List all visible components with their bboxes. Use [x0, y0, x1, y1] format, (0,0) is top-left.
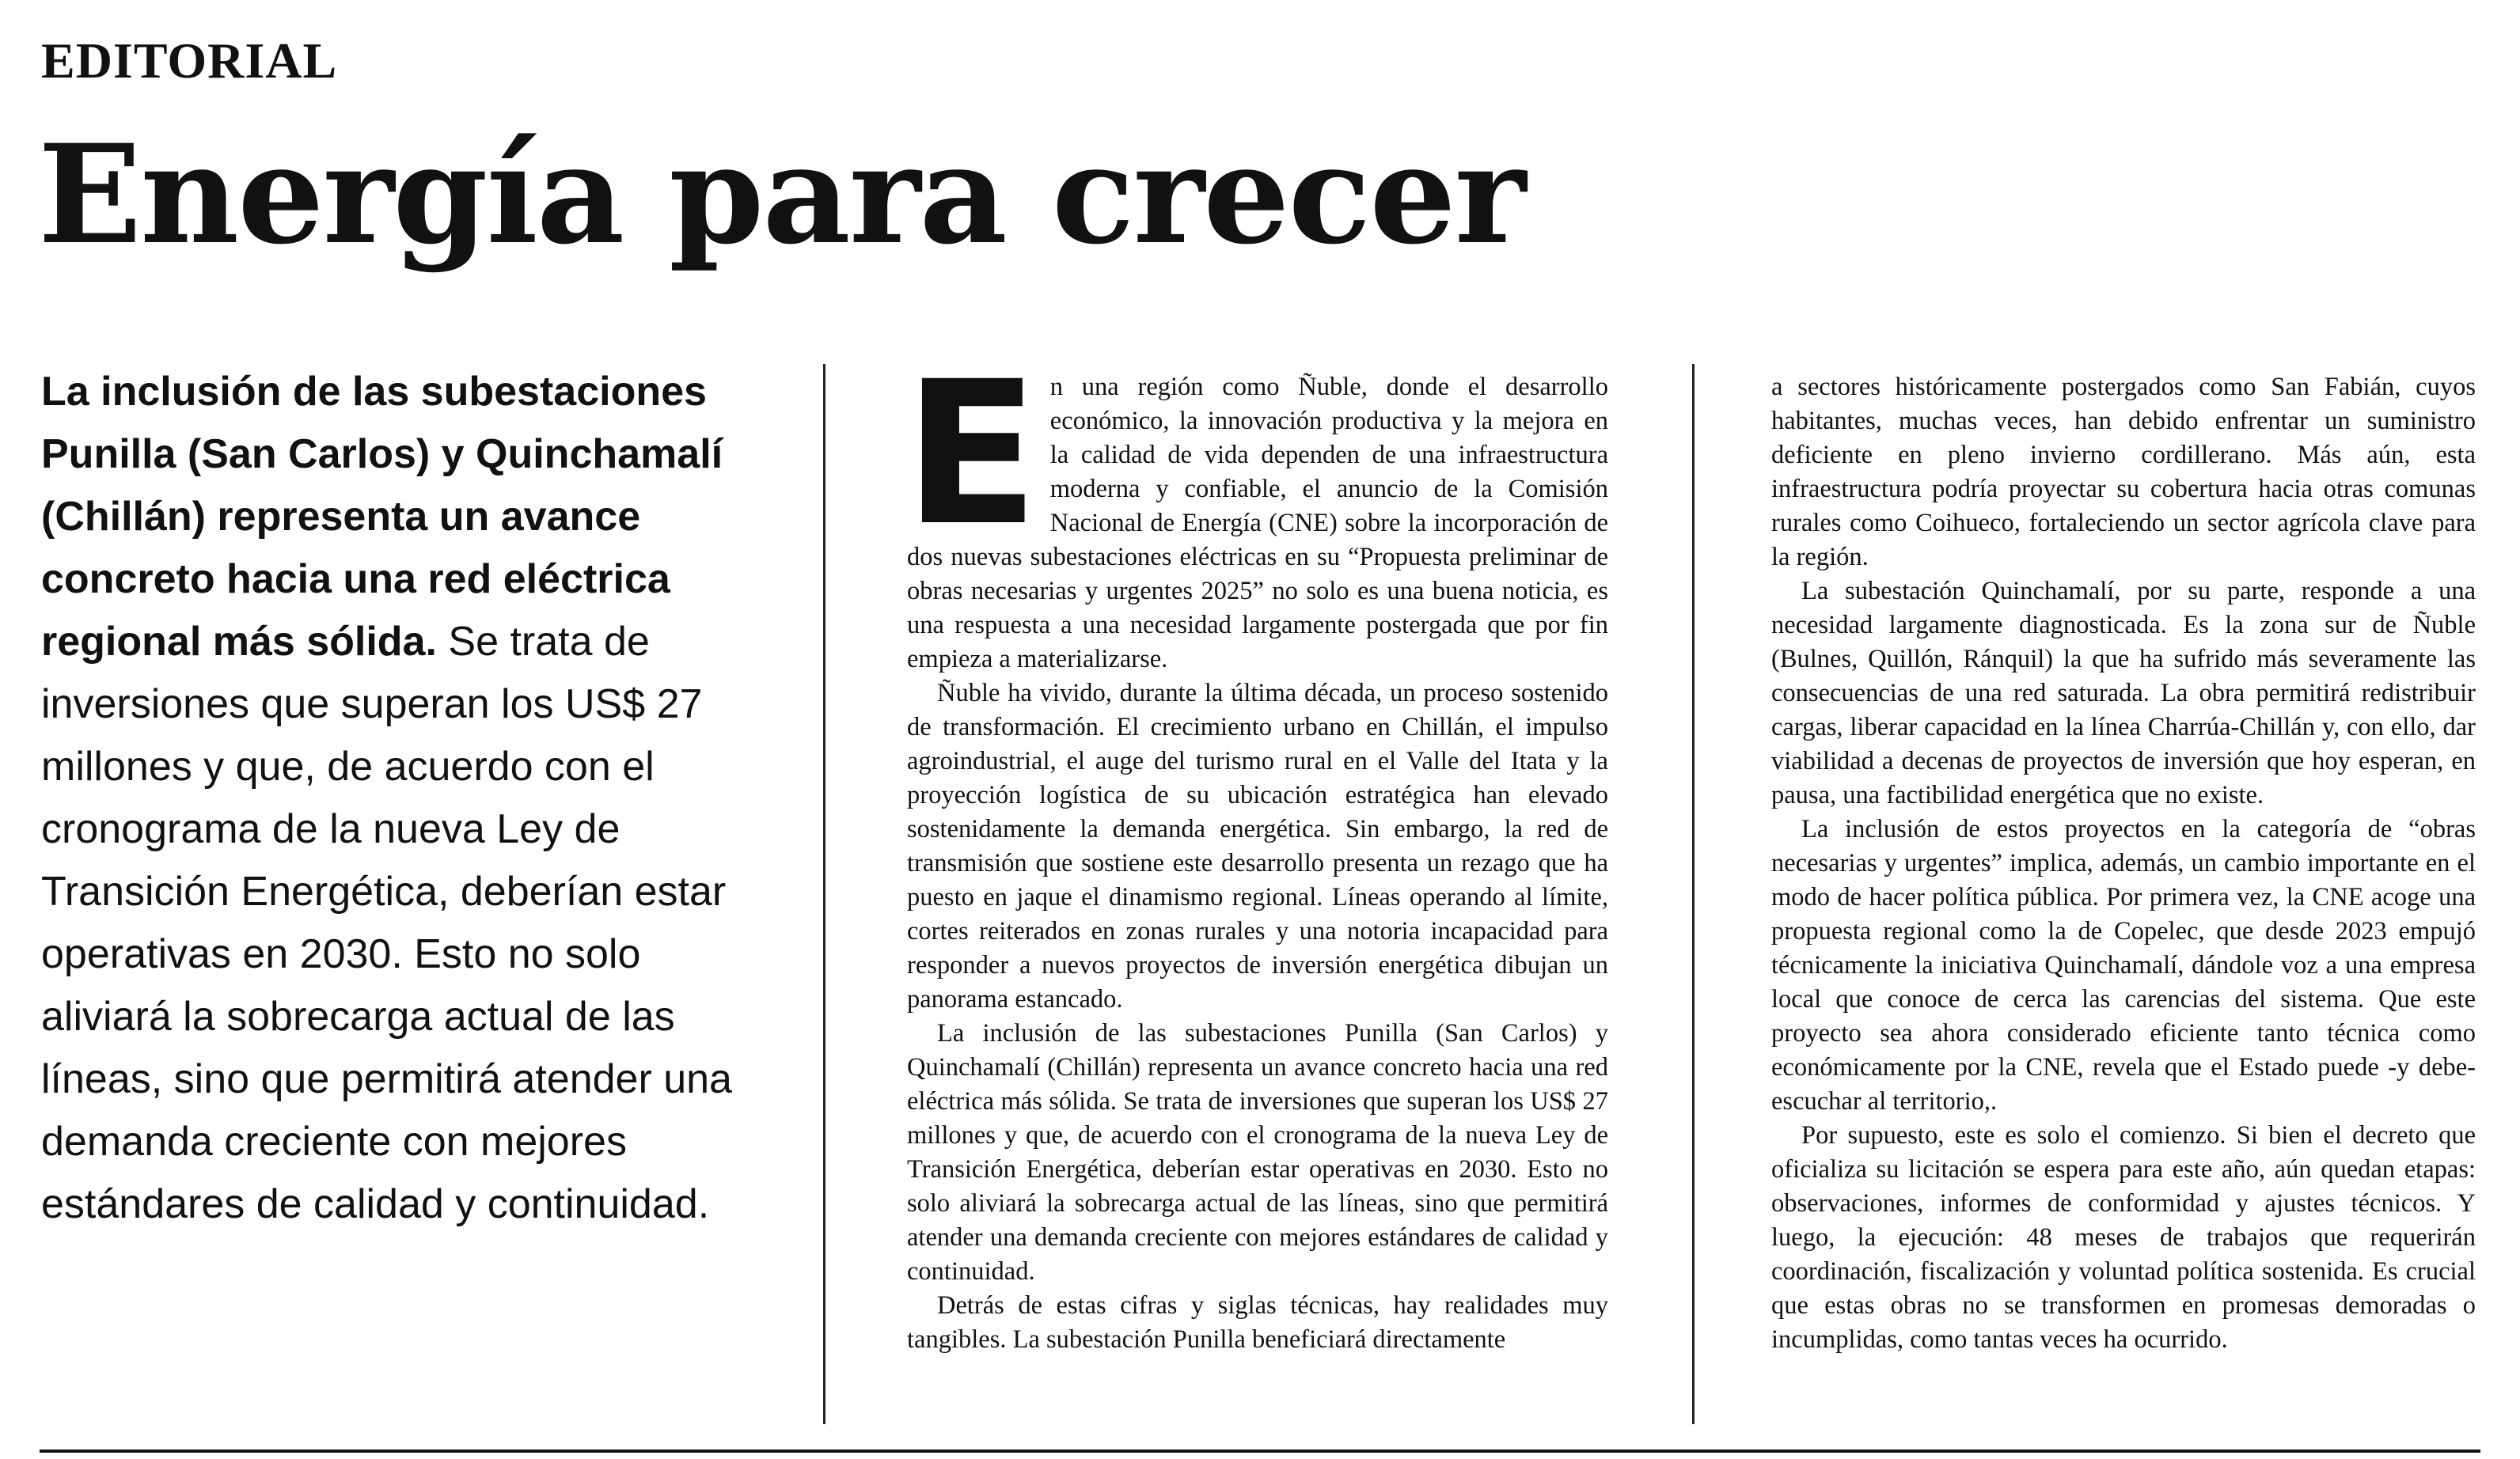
headline: Energía para crecer	[38, 114, 1525, 275]
bottom-rule	[40, 1450, 2480, 1453]
body-paragraph: Ñuble ha vivido, durante la última década, un proceso sostenido de transformación. El crecimiento urbano en Chillán, el impulso agroindustrial, el auge del turismo rural en el Valle del Itata y la proyección logística de su ubicación estratégica han elevado sostenidamente la demanda energética. Sin embargo, la red de transmisión que sostiene este desarrollo presenta un rezago que ha puesto en jaque el dinamismo regional. Líneas operando al límite, cortes reiterados en zonas rurales y una notoria incapacidad para responder a nuevos proyectos de inversión energética dibujan un panorama estancado.	[907, 679, 1608, 1014]
body-paragraph: La inclusión de estos proyectos en la categoría de “obras necesarias y urgentes” implica, además, un cambio importante en el modo de hacer política pública. Por primera vez, la CNE acoge una propuesta regional como la de Copelec, que desde 2023 empujó técnicamente la iniciativa Quinchamalí, dándole voz a una empresa local que conoce de cerca las carencias del sistema. Que este proyecto sea ahora considerado eficiente tanto técnica como económicamente por la CNE, revela que el Estado puede -y debe- escuchar al territorio,.	[1771, 815, 2476, 1116]
body-paragraph: La subestación Quinchamalí, por su parte, responde a una necesidad largamente diagnosticada. Es la zona sur de Ñuble (Bulnes, Quillón, Ránquil) la que ha sufrido más severamente las consecuencias de una red saturada. La obra permitirá redistribuir cargas, liberar capacidad en la línea Charrúa-Chillán y, con ello, dar viabilidad a decenas de proyectos de inversión que hoy esperan, en pausa, una factibilidad energética que no existe.	[1771, 577, 2476, 809]
column-divider-1	[823, 364, 825, 1424]
body-column-2	[1771, 370, 2476, 1357]
body-paragraph: En una región como Ñuble, donde el desarrollo económico, la innovación productiva y la mejora en la calidad de vida dependen de una infraestructura moderna y confiable, el anuncio de la Comisión Nacional de Energía (CNE) sobre la incorporación de dos nuevas subestaciones eléctricas en su “Propuesta preliminar de obras necesarias y urgentes 2025” no solo es una buena noticia, es una respuesta a una necesidad largamente postergada que por fin empieza a materializarse.	[904, 339, 1608, 673]
drop-cap: E	[904, 339, 1039, 569]
body-paragraph: a sectores históricamente postergados como San Fabián, cuyos habitantes, muchas veces, han debido enfrentar un suministro deficiente en pleno invierno cordillerano. Más aún, esta infraestructura podría proyectar su cobertura hacia otras comunas rurales como Coihueco, fortaleciendo un sector agrícola clave para la región.	[1771, 373, 2476, 571]
body-paragraph: La inclusión de las subestaciones Punilla (San Carlos) y Quinchamalí (Chillán) representa un avance concreto hacia una red eléctrica más sólida. Se trata de inversiones que superan los US$ 27 millones y que, de acuerdo con el cronograma de la nueva Ley de Transición Energética, deberían estar operativas en 2030. Esto no solo aliviará la sobrecarga actual de las líneas, sino que permitirá atender una demanda creciente con mejores estándares de calidad y continuidad.	[907, 1019, 1608, 1286]
lead-paragraph	[41, 361, 738, 1236]
body-paragraph: Detrás de estas cifras y siglas técnicas, hay realidades muy tangibles. La subestación Punilla beneficiará directamente	[907, 1291, 1608, 1354]
column-divider-2	[1692, 364, 1695, 1424]
body-column-1	[904, 339, 1608, 1357]
lead-bold: La inclusión de las subestaciones Punilla (San Carlos) y Quinchamalí (Chillán) representa un avance concreto hacia una red eléctrica regional más sólida.	[41, 369, 723, 665]
lead-regular: Se trata de inversiones que superan los US$ 27 millones y que, de acuerdo con el cronograma de la nueva Ley de Transición Energética, deberían estar operativas en 2030. Esto no solo aliviará la sobrecarga actual de las líneas, sino que permitirá atender una demanda creciente con mejores estándares de calidad y continuidad.	[41, 619, 732, 1227]
body-paragraph: Por supuesto, este es solo el comienzo. Si bien el decreto que oficializa su licitación se espera para este año, aún quedan etapas: observaciones, informes de conformidad y ajustes técnicos. Y luego, la ejecución: 48 meses de trabajos que requerirán coordinación, fiscalización y voluntad política sostenida. Es crucial que estas obras no se transformen en promesas demoradas o incumplidas, como tantas veces ha ocurrido.	[1771, 1121, 2476, 1354]
section-label: EDITORIAL	[41, 32, 338, 89]
